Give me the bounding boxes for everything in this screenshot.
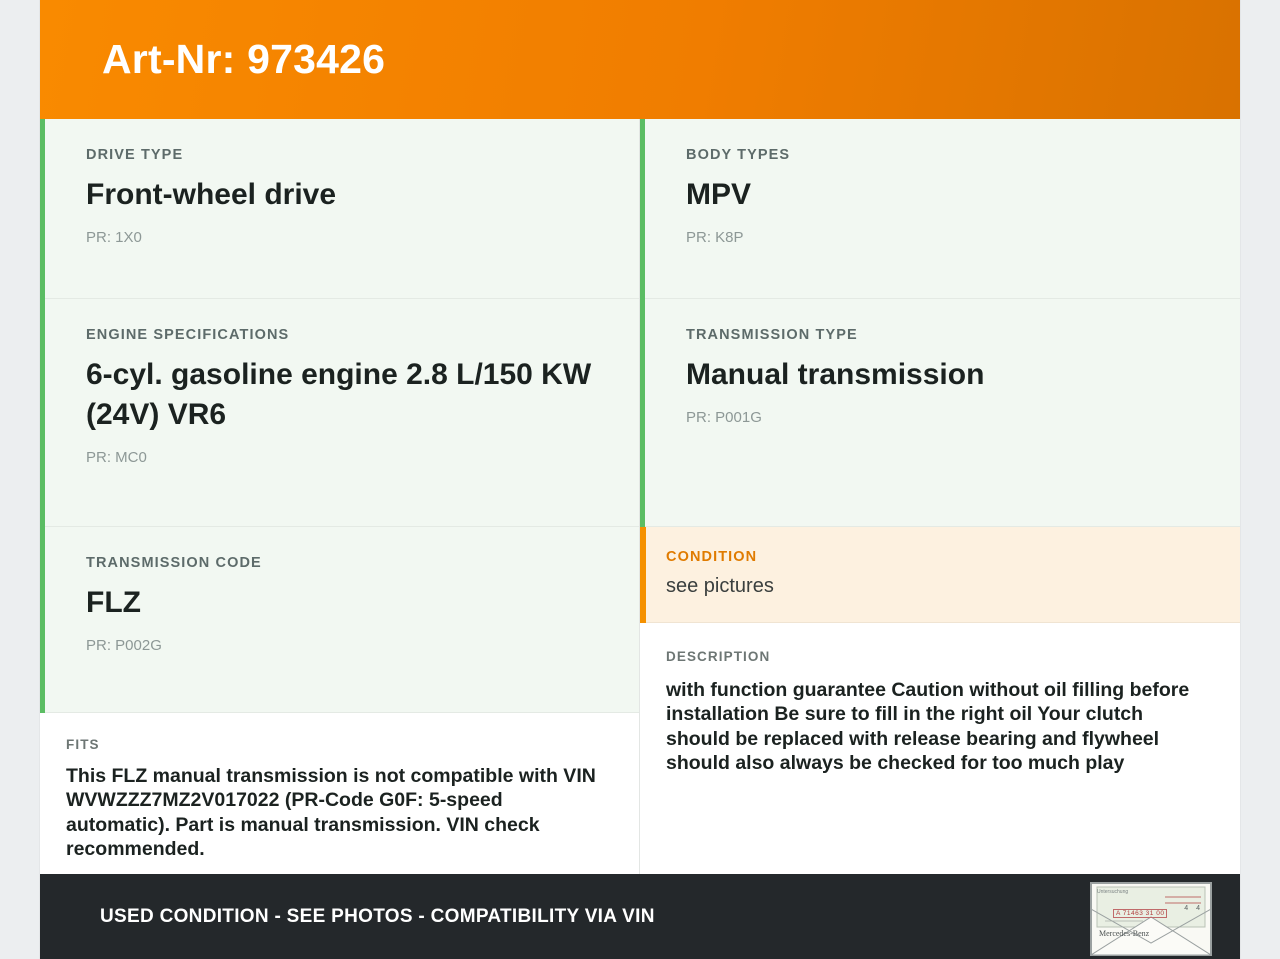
description-label: DESCRIPTION: [666, 649, 771, 664]
stamp-top-text: Untersuchung: [1097, 889, 1129, 895]
spec-pr-code: PR: P001G: [686, 408, 762, 426]
spec-transmission-type: [640, 299, 1240, 527]
spec-value: Front-wheel drive: [86, 178, 337, 211]
footer-text: USED CONDITION - SEE PHOTOS - COMPATIBILITY VIA VIN: [100, 905, 655, 927]
spec-pr-code: PR: K8P: [686, 228, 744, 246]
stamp-code: A 71463 31 00: [1113, 909, 1167, 918]
envelope-stamp-icon: [1090, 882, 1212, 956]
spec-value: MPV: [686, 178, 752, 211]
spec-pr-code: PR: MC0: [86, 448, 147, 466]
document-sheet: [40, 0, 1240, 959]
stamp-marks: 4 4: [1184, 905, 1203, 912]
spec-engine-specifications: [40, 299, 639, 527]
fits-block: [40, 713, 639, 882]
right-column: [640, 119, 1240, 874]
condition-label: CONDITION: [666, 549, 758, 565]
spec-label: ENGINE SPECIFICATIONS: [86, 327, 290, 343]
fits-label: FITS: [66, 737, 100, 752]
spec-value: 6-cyl. gasoline engine 2.8 L/150 KW (24V) VR6: [86, 358, 592, 431]
spec-label: BODY TYPES: [686, 147, 791, 163]
spec-label: TRANSMISSION TYPE: [686, 327, 858, 343]
description-block: [640, 623, 1240, 796]
stamp-brand: Mercedes-Benz: [1099, 929, 1150, 938]
condition-value: see pictures: [666, 575, 774, 597]
spec-body-types: [640, 119, 1240, 299]
condition-block: [640, 527, 1240, 623]
spec-value: FLZ: [86, 586, 141, 619]
spec-label: TRANSMISSION CODE: [86, 555, 262, 571]
spec-label: DRIVE TYPE: [86, 147, 184, 163]
spec-columns: [40, 119, 1240, 874]
fits-text: This FLZ manual transmission is not compatible with VIN WVWZZZ7MZ2V017022 (PR-Code G0F: 5-speed automatic). Part is manual transmission. VIN check recommended.: [66, 765, 596, 861]
page-title: Art-Nr: 973426: [102, 36, 386, 82]
spec-pr-code: PR: P002G: [86, 636, 162, 654]
description-text: with function guarantee Caution without oil filling before installation Be sure to fill in the right oil Your clutch should be replaced with release bearing and flywheel should also always be checked for too much play: [666, 679, 1190, 775]
footer-banner: [40, 874, 1240, 959]
left-column: [40, 119, 640, 874]
header-banner: [40, 0, 1240, 119]
spec-value: Manual transmission: [686, 358, 985, 391]
spec-transmission-code: [40, 527, 639, 713]
spec-pr-code: PR: 1X0: [86, 228, 142, 246]
spec-drive-type: [40, 119, 639, 299]
